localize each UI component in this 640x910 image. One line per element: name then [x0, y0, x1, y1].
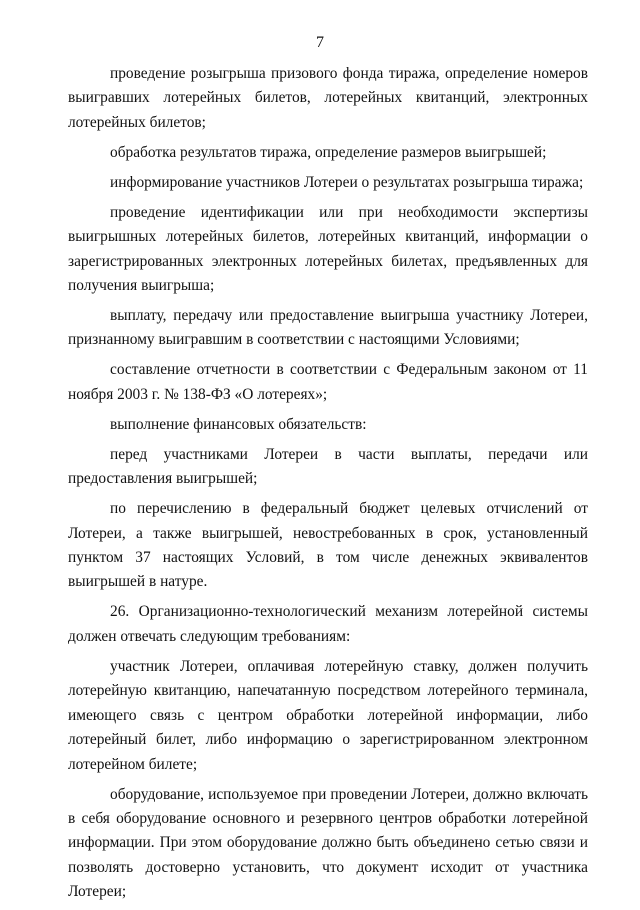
paragraph-section-26: 26. Организационно-технологический механизм лотерейной системы должен отвечать следующим требованиям:	[68, 603, 588, 645]
paragraph-prize-draw: проведение розыгрыша призового фонда тиража, определение номеров выигравших лотерейных билетов, лотерейных квитанций, электронных лотерейных билетов;	[68, 65, 588, 131]
paragraph-financial-obligations: выполнение финансовых обязательств:	[110, 415, 367, 433]
paragraph-reporting: составление отчетности в соответствии с Федеральным законом от 11 ноября 2003 г. № 138-ФЗ «О лотереях»;	[68, 361, 588, 403]
paragraph-identification: проведение идентификации или при необходимости экспертизы выигрышных лотерейных билетов, лотерейных квитанций, информации о зарегистрированных электронных лотерейных билетах, предъявленных для получения выигрыша;	[68, 203, 588, 295]
paragraph-equipment: оборудование, используемое при проведении Лотереи, должно включать в себя оборудование основного и резервного центров обработки лотерейной информации. При этом оборудование должно быть объединено сетью связи и позволять достоверно установить, что документ исходит от участника Лотереи;	[68, 785, 588, 901]
paragraph-prize-payment: выплату, передачу или предоставление выигрыша участнику Лотереи, признанному выигравшим в соответствии с настоящими Условиями;	[68, 307, 588, 349]
paragraph-participant-info: информирование участников Лотереи о результатах розыгрыша тиража;	[110, 173, 584, 191]
document-body	[68, 62, 588, 910]
page-number: 7	[316, 34, 324, 51]
paragraph-participant-receipt: участник Лотереи, оплачивая лотерейную ставку, должен получить лотерейную квитанцию, напечатанную посредством лотерейного терминала, имеющего связь с центром обработки лотерейной информации, либо лотерейный билет, либо информацию о зарегистрированном электронном лотерейном билете;	[68, 657, 588, 773]
paragraph-budget-transfer: по перечислению в федеральный бюджет целевых отчислений от Лотереи, а также выигрышей, невостребованных в срок, установленный пунктом 37 настоящих Условий, в том числе денежных эквивалентов выигрышей в натуре.	[68, 500, 588, 591]
paragraph-results-processing: обработка результатов тиража, определение размеров выигрышей;	[110, 143, 547, 161]
paragraph-to-participants: перед участниками Лотереи в части выплаты, передачи или предоставления выигрышей;	[68, 445, 588, 488]
